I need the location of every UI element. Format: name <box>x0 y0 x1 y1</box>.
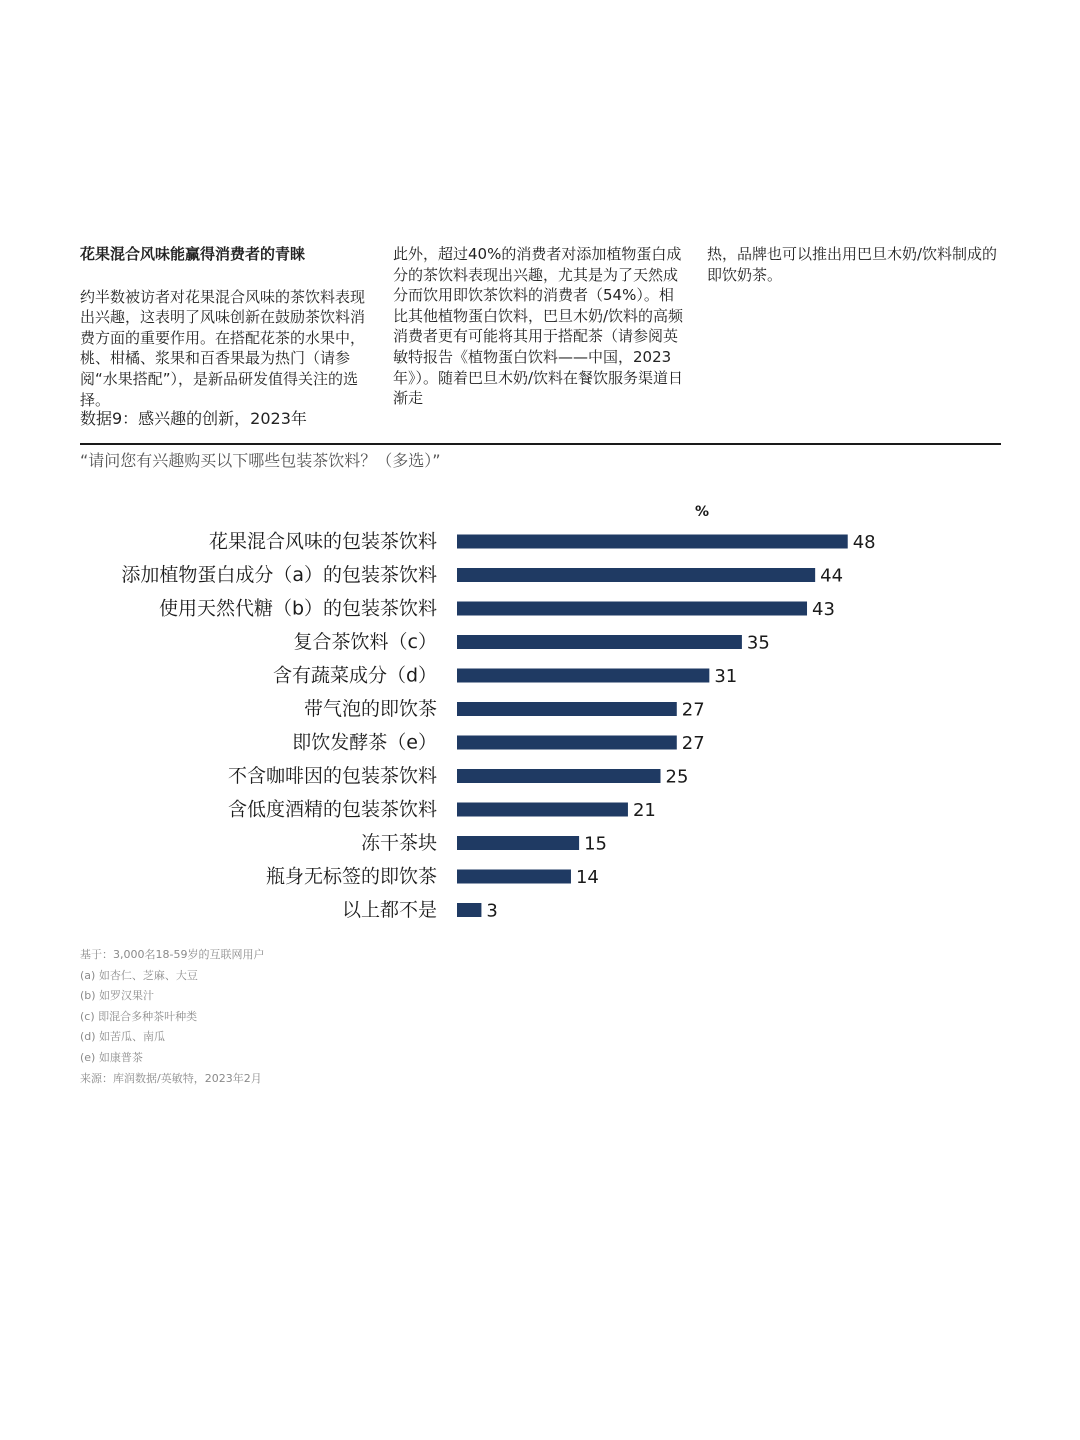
bar <box>457 803 628 817</box>
data-label: 27 <box>681 699 705 721</box>
bar-chart <box>0 495 1080 935</box>
column-2-body: 此外，超过40%的消费者对添加植物蛋白成分的茶饮料表现出兴趣，尤其是为了天然成分而饮用即饮茶饮料的消费者（54%）。相比其他植物蛋白饮料，巴旦木奶/饮料的高频消费者更有可能将其用于搭配茶（请参阅英敏特报告《植物蛋白饮料——中国，2023年》）。随着巴旦木奶/饮料在餐饮服务渠道日渐走 <box>393 245 684 408</box>
bar <box>457 702 677 716</box>
category-label: 带气泡的即饮茶 <box>303 698 437 720</box>
bar <box>457 669 709 683</box>
text-column-1 <box>80 244 376 410</box>
data-label: 44 <box>820 565 844 587</box>
category-label: 含低度酒精的包装茶饮料 <box>227 798 437 821</box>
bar <box>457 602 807 616</box>
chart-notes <box>80 945 264 1089</box>
unit-label: % <box>694 504 710 520</box>
note-base: 基于：3,000名18-59岁的互联网用户 <box>80 948 265 961</box>
bar <box>457 736 677 750</box>
note-e: (e) 如康普茶 <box>80 1050 143 1064</box>
data-label: 27 <box>681 733 705 754</box>
column-1-body: 约半数被访者对花果混合风味的茶饮料表现出兴趣，这表明了风味创新在鼓励茶饮料消费方面的重要作用。在搭配花茶的水果中，桃、柑橘、浆果和百香果最为热门（请参阅“水果搭配”），是新品研发值得关注的选择。 <box>80 287 366 409</box>
figure-title: 数据9：感兴趣的创新，2023年 <box>80 409 307 428</box>
category-label: 含有蔬菜成分（d） <box>272 664 437 687</box>
category-label: 复合茶饮料（c） <box>293 631 437 653</box>
category-label: 瓶身无标签的即饮茶 <box>265 865 437 888</box>
category-label: 花果混合风味的包装茶饮料 <box>208 530 437 553</box>
category-label: 以上都不是 <box>341 899 437 921</box>
data-label: 31 <box>714 666 738 687</box>
bar <box>457 769 661 783</box>
data-label: 25 <box>665 766 689 788</box>
divider <box>80 443 1001 445</box>
data-label: 35 <box>746 632 770 654</box>
bar <box>457 635 742 649</box>
bar <box>457 870 571 884</box>
text-column-2 <box>393 244 687 409</box>
survey-question: “请问您有兴趣购买以下哪些包装茶饮料？（多选）” <box>80 451 441 470</box>
data-label: 15 <box>584 833 608 855</box>
note-b: (b) 如罗汉果汁 <box>80 989 155 1003</box>
data-label: 3 <box>486 900 498 922</box>
category-label: 即饮发酵茶（e） <box>292 731 437 754</box>
bar <box>457 836 579 850</box>
bar <box>457 903 481 917</box>
data-label: 21 <box>632 800 656 821</box>
note-d: (d) 如苦瓜、南瓜 <box>80 1030 166 1044</box>
column-3-body: 热，品牌也可以推出用巴旦木奶/饮料制成的即饮奶茶。 <box>707 245 998 284</box>
bar <box>457 568 815 582</box>
data-label: 43 <box>812 599 835 620</box>
note-a: (a) 如杏仁、芝麻、大豆 <box>80 968 198 982</box>
category-label: 添加植物蛋白成分（a）的包装茶饮料 <box>121 564 437 586</box>
data-label: 14 <box>575 867 599 888</box>
note-c: (c) 即混合多种茶叶种类 <box>80 1009 198 1023</box>
section-heading: 花果混合风味能赢得消费者的青睐 <box>80 245 306 263</box>
data-label: 48 <box>852 532 876 553</box>
category-label: 冻干茶块 <box>360 832 437 854</box>
category-label: 使用天然代糖（b）的包装茶饮料 <box>158 597 437 620</box>
bar <box>457 535 848 549</box>
text-column-3 <box>707 244 1003 285</box>
category-label: 不含咖啡因的包装茶饮料 <box>227 765 437 787</box>
note-source: 来源：库润数据/英敏特，2023年2月 <box>80 1071 262 1085</box>
